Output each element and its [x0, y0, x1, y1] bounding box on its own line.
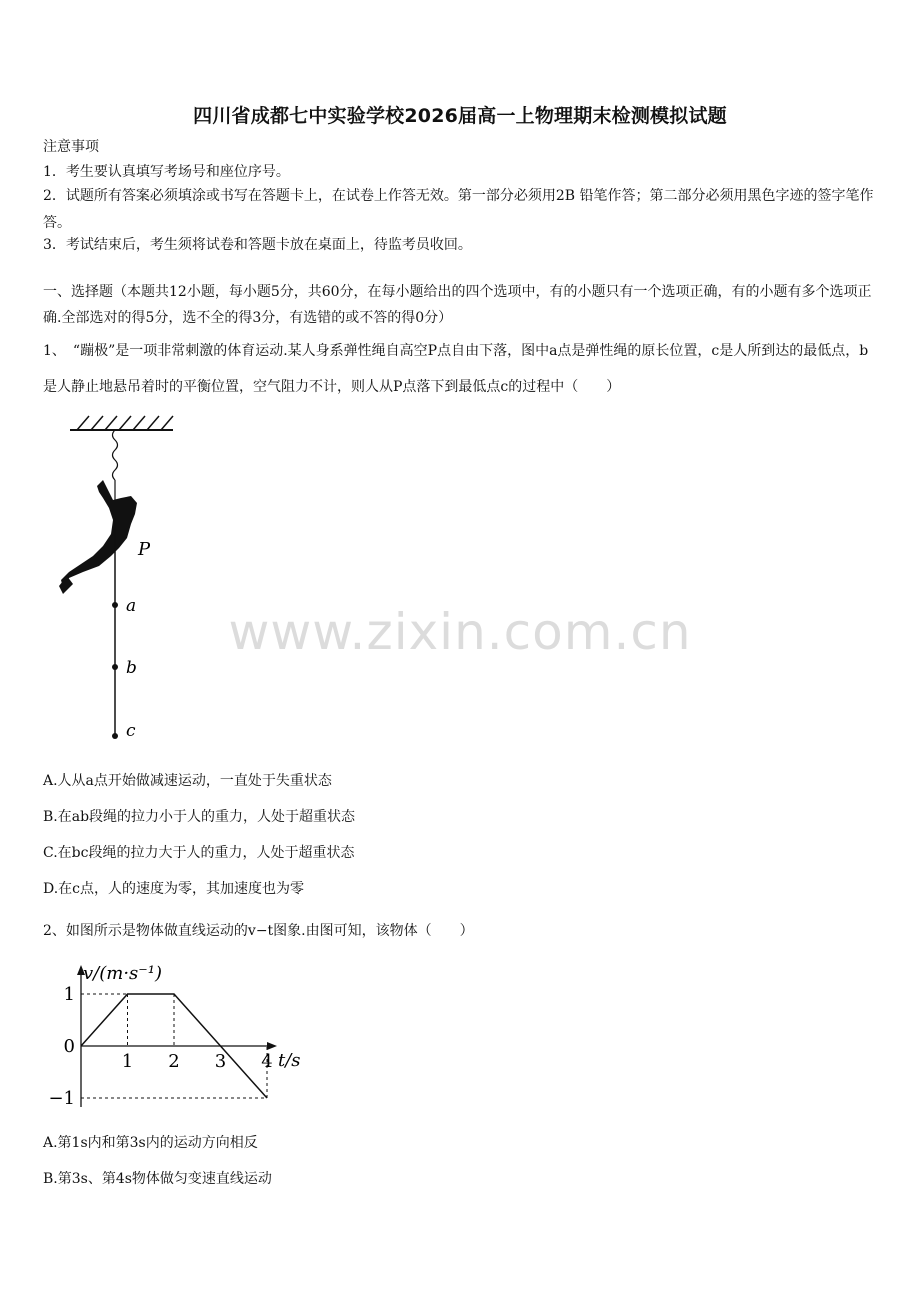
notice-item: 3．考试结束后，考生须将试卷和答题卡放在桌面上，待监考员收回。 [43, 237, 472, 253]
label-b: b [126, 658, 137, 678]
notice-item: 1．考生要认真填写考场号和座位序号。 [43, 164, 290, 180]
page-title: 四川省成都七中实验学校2026届高一上物理期末检测模拟试题 [193, 105, 727, 127]
x-tick-label: 1 [121, 1051, 134, 1072]
x-axis-label: t/s [278, 1050, 301, 1071]
y-tick-label: 1 [63, 984, 75, 1005]
x-tick-label: 3 [214, 1051, 227, 1072]
q2-option-b: B.第3s、第4s物体做匀变速直线运动 [43, 1171, 272, 1187]
x-tick-label: 2 [168, 1051, 180, 1072]
y-axis-label: v/(m·s⁻¹) [83, 963, 163, 984]
x-tick-label: 4 [261, 1051, 273, 1072]
q2-stem: 2、如图所示是物体做直线运动的v−t图象.由图可知，该物体（ ） [43, 923, 474, 939]
q1-option-c: C.在bc段绳的拉力大于人的重力，人处于超重状态 [43, 845, 355, 861]
point-b-dot [112, 664, 118, 670]
q1-option-d: D.在c点，人的速度为零，其加速度也为零 [43, 881, 305, 897]
q1-option-a: A.人从a点开始做减速运动，一直处于失重状态 [43, 773, 332, 789]
section-heading: 一、选择题（本题共12小题，每小题5分，共60分，在每小题给出的四个选项中，有的小题只有一个选项正确，有的小题有多个选项正确.全部选对的得5分，选不全的得3分，有选错的或不答的得0分） [43, 284, 872, 326]
watermark: www.zixin.com.cn [228, 603, 692, 661]
q1-option-b: B.在ab段绳的拉力小于人的重力，人处于超重状态 [43, 809, 356, 825]
label-a: a [126, 596, 137, 616]
notice-heading: 注意事项 [43, 139, 99, 155]
q2-option-a: A.第1s内和第3s内的运动方向相反 [43, 1135, 258, 1151]
label-c: c [126, 721, 136, 741]
y-tick-label: −1 [48, 1088, 75, 1109]
vt-chart [45, 957, 315, 1117]
x-axis-arrow [267, 1042, 277, 1050]
jumper-silhouette [61, 480, 137, 588]
notice-item: 2．试题所有答案必须填涂或书写在答题卡上，在试卷上作答无效。第一部分必须用2B 铅笔作答；第二部分必须用黑色字迹的签字笔作答。 [43, 188, 874, 231]
label-p: P [138, 539, 151, 560]
point-c-dot [112, 733, 118, 739]
y-tick-label: 0 [63, 1036, 75, 1057]
bungee-figure [55, 408, 205, 753]
q1-stem: 1、 “蹦极”是一项非常刺激的体育运动.某人身系弹性绳自高空P点自由下落，图中a点是弹性绳的原长位置，c是人所到达的最低点，b是人静止地悬吊着时的平衡位置，空气阻力不计，则人从P点落下到最低点c的过程中（ ） [43, 343, 869, 395]
